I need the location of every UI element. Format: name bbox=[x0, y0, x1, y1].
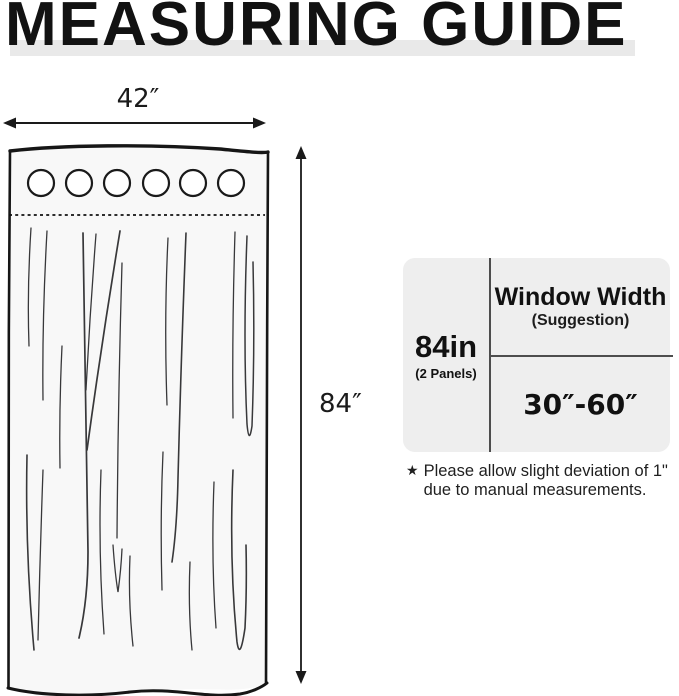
width-arrow bbox=[3, 84, 266, 129]
curtain-drawing bbox=[8, 146, 268, 695]
panel-count: (2 Panels) bbox=[415, 366, 477, 381]
arrow-up-icon bbox=[296, 146, 307, 159]
grommet bbox=[218, 170, 244, 196]
window-width-value-cell bbox=[491, 357, 670, 452]
grommet bbox=[66, 170, 92, 196]
size-table bbox=[403, 258, 670, 452]
window-width-value: 30″-60″ bbox=[523, 388, 638, 421]
grommet bbox=[28, 170, 54, 196]
curtain-fabric bbox=[9, 146, 268, 694]
arrow-left-icon bbox=[3, 118, 16, 129]
height-arrow bbox=[296, 146, 363, 684]
panel-size-cell bbox=[403, 258, 489, 452]
grommet bbox=[180, 170, 206, 196]
deviation-note bbox=[406, 462, 678, 500]
deviation-note-line1: Please allow slight deviation of 1" bbox=[423, 462, 668, 480]
curtain-left-edge bbox=[8, 151, 10, 688]
arrow-right-icon bbox=[253, 118, 266, 129]
panel-size: 84in bbox=[414, 329, 478, 364]
grommet bbox=[143, 170, 169, 196]
deviation-note-line2: due to manual measurements. bbox=[423, 481, 647, 499]
width-label: 42″ bbox=[116, 84, 160, 114]
window-width-header: Window Width bbox=[494, 283, 667, 311]
deviation-note-text bbox=[424, 462, 668, 500]
arrow-down-icon bbox=[296, 671, 307, 684]
height-label: 84″ bbox=[319, 389, 362, 419]
page-title: MEASURING GUIDE bbox=[5, 0, 628, 59]
window-width-header-cell bbox=[491, 258, 670, 355]
star-icon: ★ bbox=[406, 463, 419, 479]
window-width-subheader: (Suggestion) bbox=[531, 312, 630, 329]
grommet bbox=[104, 170, 130, 196]
